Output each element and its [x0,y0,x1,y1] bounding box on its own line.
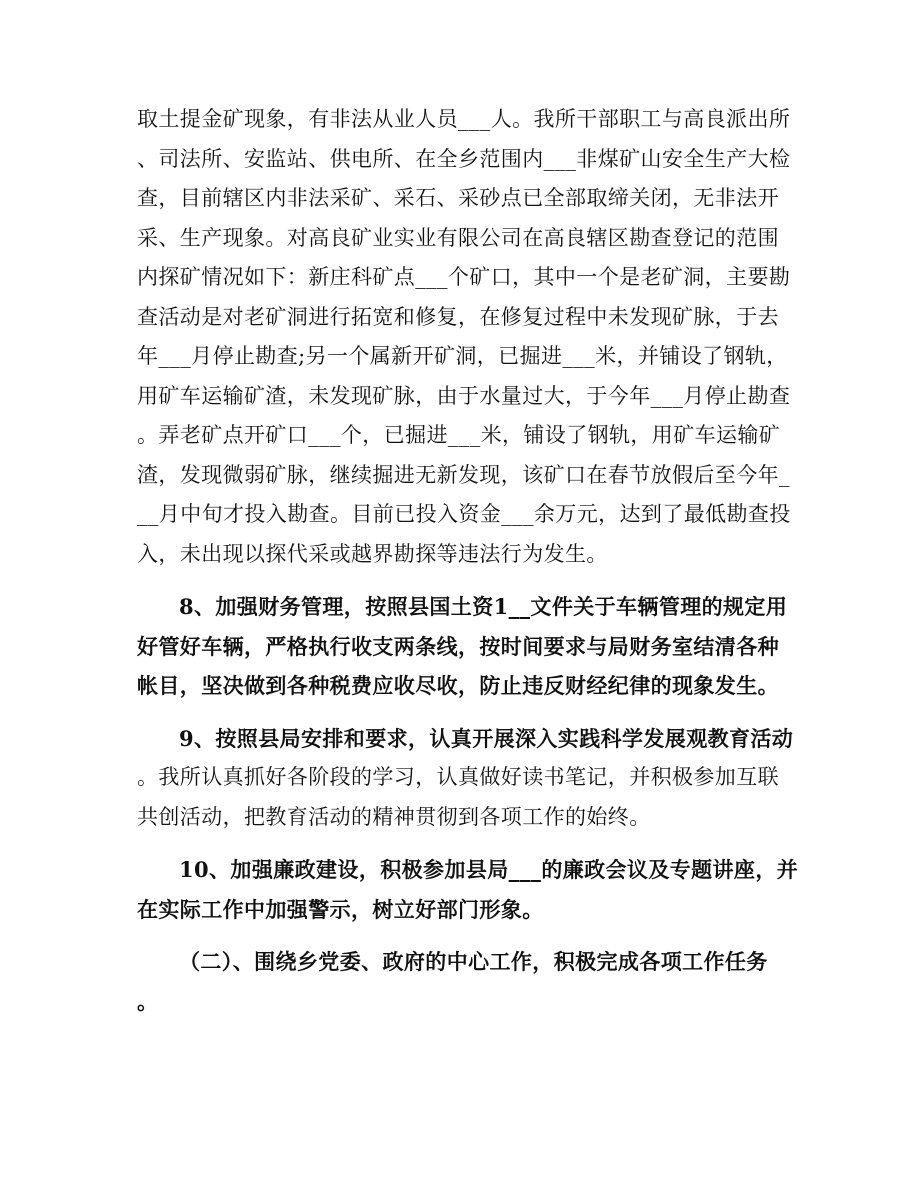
text-line: 。我所认真抓好各阶段的学习，认真做好读书笔记，并积极参加互联 [137,765,779,789]
text-line: __月中旬才投入勘查。目前已投入资金___余万元，达到了最低勘查投 [137,502,791,526]
text-line: 在实际工作中加强警示，树立好部门形象。 [137,896,544,922]
text-line: 共创活动，把教育活动的精神贯彻到各项工作的始终。 [137,804,651,829]
text-line: 。弄老矿点开矿口___个，已掘进___米，铺设了钢轨，用矿车运输矿 [137,423,781,447]
text-line: 10、加强廉政建设，积极参加县局___的廉政会议及专题讲座，并 [179,857,799,882]
text-line: 渣，发现微弱矿脉，继续掘进无新发现，该矿口在春节放假后至今年_ [137,462,790,487]
text-line: 帐目，坚决做到各种税费应收尽收，防止违反财经纪律的现象发生。 [137,673,779,698]
heading-line: （二）、围绕乡党委、政府的中心工作，积极完成各项工作任务 [179,949,768,974]
text-line: 9、按照县局安排和要求，认真开展深入实践科学发展观教育活动 [179,725,794,751]
paragraph-mining-inspection [137,100,791,574]
paragraph-item-10 [137,850,799,929]
paragraph-item-8 [137,587,787,706]
text-line: 采、生产现象。对高良矿业实业有限公司在高良辖区勘查登记的范围 [137,225,779,250]
text-line: 入，未出现以探代采或越界勘探等违法行为发生。 [137,541,608,566]
text-line: 好管好车辆，严格执行收支两条线，按时间要求与局财务室结清各种 [137,633,779,659]
text-line: 内探矿情况如下：新庄科矿点___个矿口，其中一个是老矿洞，主要勘 [137,265,791,289]
document-body [137,100,799,1021]
text-line: 用矿车运输矿渣，未发现矿脉，由于水量过大，于今年___月停止勘查 [137,383,791,408]
text-line: 8、加强财务管理，按照县国土资1__文件关于车辆管理的规定用 [179,594,788,619]
paragraph-item-9 [137,719,794,838]
heading-line: 。 [137,988,159,1014]
text-line: 查活动是对老矿洞进行拓宽和修复，在修复过程中未发现矿脉，于去 [137,304,779,329]
text-line: 取土提金矿现象，有非法从业人员___人。我所干部职工与高良派出所 [137,107,791,131]
text-line: 查，目前辖区内非法采矿、采石、采砂点已全部取缔关闭，无非法开 [137,186,779,210]
text-line: 年___月停止勘查;另一个属新开矿洞，已掘进___米，并铺设了钢轨， [137,344,788,368]
section-heading [137,942,787,1021]
text-line: 、司法所、安监站、供电所、在全乡范围内___非煤矿山安全生产大检 [137,146,791,171]
